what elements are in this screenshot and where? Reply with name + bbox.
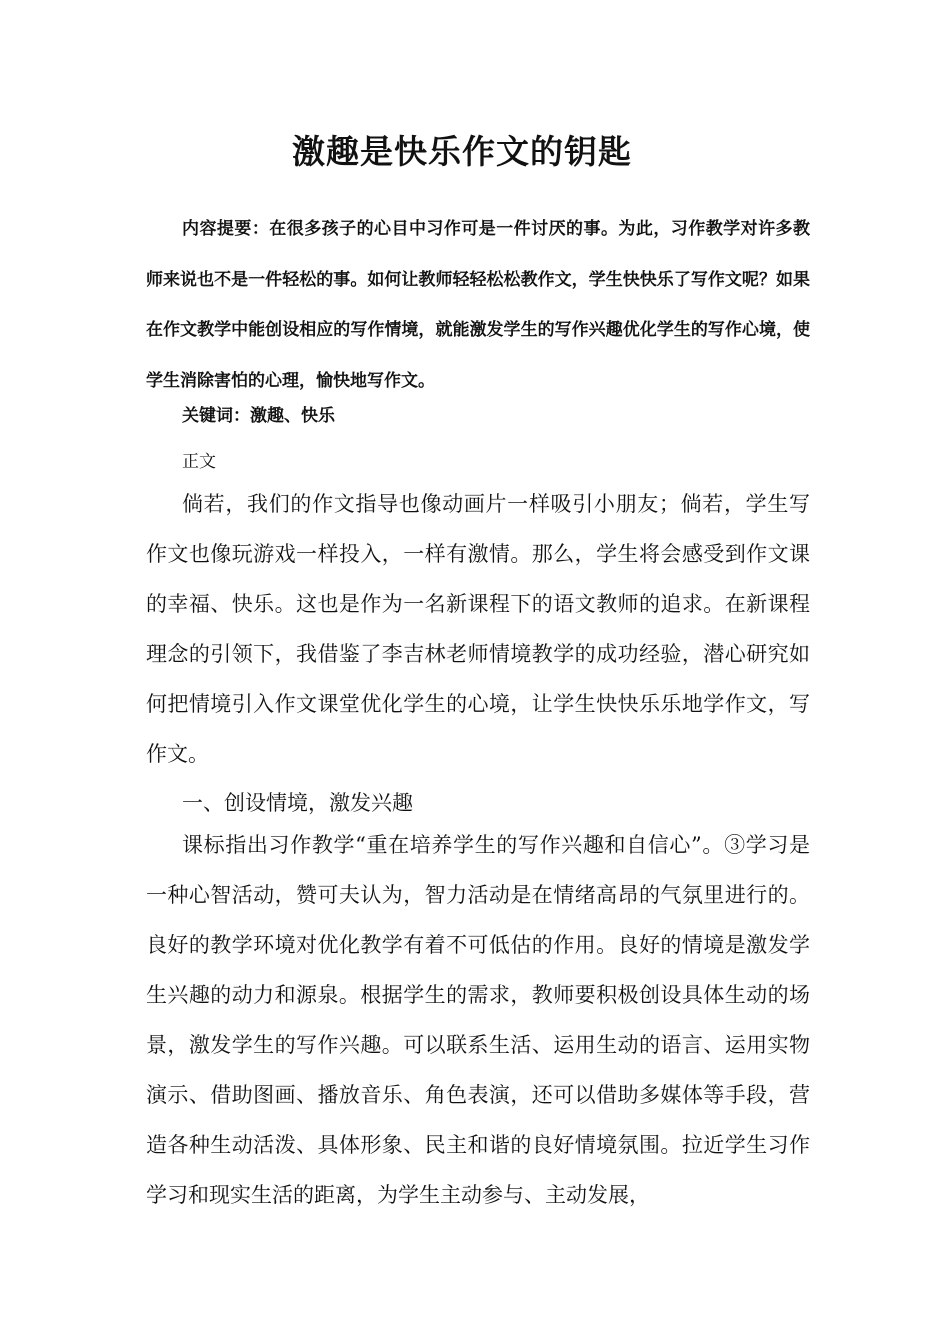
body-paragraph-2: 课标指出习作教学“重在培养学生的写作兴趣和自信心”。③学习是一种心智活动，赞可夫认为，智力活动是在情绪高昂的气氛里进行的。良好的教学环境对优化教学有着不可低估的作用。良好的情境是激发学生兴趣的动力和源泉。根据学生的需求，教师要积极创设具体生动的场景，激发学生的写作兴趣。可以联系生活、运用生动的语言、运用实物演示、借助图画、播放音乐、角色表演，还可以借助多媒体等手段，营造各种生动活泼、具体形象、民主和谐的良好情境氛围。拉近学生习作学习和现实生活的距离，为学生主动参与、主动发展， [146,833,810,1207]
body-paragraph-1: 倘若，我们的作文指导也像动画片一样吸引小朋友；倘若，学生写作文也像玩游戏一样投入，一样有激情。那么，学生将会感受到作文课的幸福、快乐。这也是作为一名新课程下的语文教师的追求。在新课程理念的引领下，我借鉴了李吉林老师情境教学的成功经验，潜心研究如何把情境引入作文课堂优化学生的心境，让学生快快乐乐地学作文，写作文。 [146,492,810,766]
keywords-line: 关键词：激趣、快乐 [182,406,335,426]
document-title: 激趣是快乐作文的钥匙 [292,132,632,171]
body-label: 正文 [182,452,216,472]
abstract-paragraph: 内容提要：在很多孩子的心目中习作可是一件讨厌的事。为此，习作教学对许多教师来说也不是一件轻松的事。如何让教师轻轻松松教作文，学生快快乐了写作文呢？如果在作文教学中能创设相应的写作情境，就能激发学生的写作兴趣优化学生的写作心境，使学生消除害怕的心理，愉快地写作文。 [146,219,810,391]
section-heading-1: 一、创设情境，激发兴趣 [182,791,413,815]
